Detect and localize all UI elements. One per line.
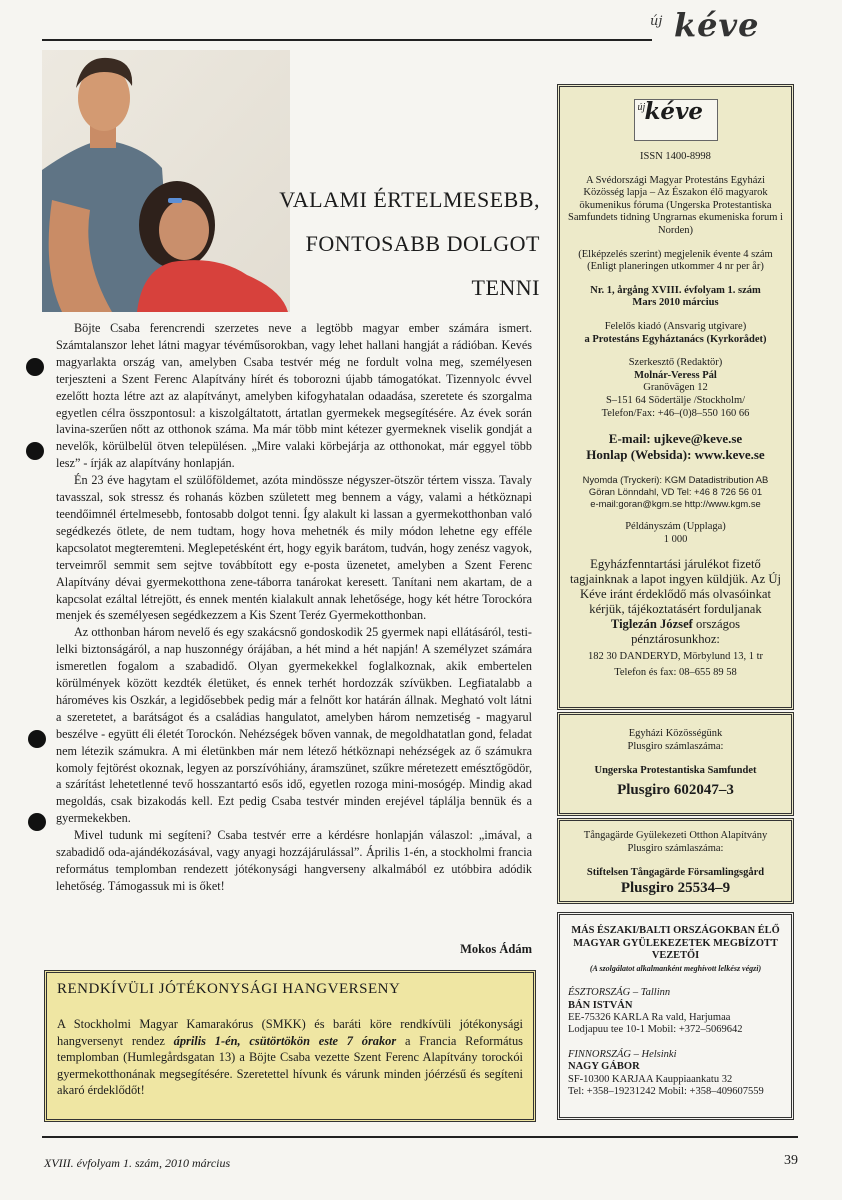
treasurer-phone: Telefon és fax: 08–655 89 58 bbox=[614, 666, 737, 678]
treasurer-address: 182 30 DANDERYD, Mörbylund 13, 1 tr bbox=[588, 651, 763, 663]
contact-info bbox=[568, 431, 783, 463]
footer-rule bbox=[42, 1136, 798, 1138]
bank-account-box bbox=[557, 712, 794, 816]
editor-city: S–151 64 Södertälje /Stockholm/ bbox=[605, 394, 746, 406]
editor-street: Granövägen 12 bbox=[643, 382, 708, 394]
bank-organization: Stiftelsen Tångagärde Församlingsgård bbox=[586, 867, 765, 878]
free-copy-notice bbox=[568, 557, 783, 647]
circulation-info bbox=[568, 521, 783, 546]
leader-country: FINNORSZÁG – Helsinki bbox=[568, 1048, 677, 1060]
leader-phone: Tel: +358–19231242 Mobil: +358–409607559 bbox=[568, 1086, 764, 1098]
bank-line: Plusgiro számlaszáma: bbox=[627, 843, 724, 854]
article-paragraph: Mivel tudunk mi segíteni? Csaba testvér erre a kérdésre honlapján válaszol: „imával, a szabadidő oda-ajándékozásával, vagy anyagi hozzájárulással”. Április 1-én, a stockholmi francia református templomban rendezett jótékonysági hangverseny alkalmából ez utóbbira adódik lehetőség. Támogassuk mi is őket! bbox=[56, 828, 532, 893]
email-address[interactable]: E-mail: ujkeve@keve.se bbox=[608, 431, 743, 447]
punch-hole bbox=[26, 358, 44, 376]
punch-hole bbox=[28, 813, 46, 831]
page-number: 39 bbox=[784, 1153, 798, 1168]
masthead-name: kéve bbox=[674, 6, 760, 44]
leader-phone: Lodjapuu tee 10-1 Mobil: +372–5069642 bbox=[568, 1024, 743, 1036]
plusgiro-number: Plusgiro 25534–9 bbox=[620, 880, 731, 896]
issue-number: Nr. 1, årgång XVIII. évfolyam 1. szám bbox=[590, 284, 761, 296]
printer-line: Göran Lönndahl, VD Tel: +46 8 726 56 01 bbox=[588, 486, 763, 498]
leaders-heading: MÁS ÉSZAKI/BALTI ORSZÁGOKBAN ÉLŐ MAGYAR GYÜLEKEZETEK MEGBÍZOTT VEZETŐI bbox=[571, 925, 780, 962]
publisher-info bbox=[568, 321, 783, 346]
punch-hole bbox=[26, 442, 44, 460]
publisher-name: a Protestáns Egyháztanács (Kyrkorådet) bbox=[584, 333, 767, 345]
leader-name: NAGY GÁBOR bbox=[568, 1061, 640, 1073]
masthead-uj: új bbox=[650, 14, 663, 29]
treasurer-role: országos pénztárosunkhoz: bbox=[631, 617, 741, 647]
concert-announcement bbox=[44, 970, 536, 1122]
editor-name: Molnár-Veress Pál bbox=[634, 369, 717, 381]
concert-text bbox=[57, 1016, 523, 1099]
printer-line: Nyomda (Tryckeri): KGM Datadistribution AB bbox=[582, 474, 769, 486]
bank-line: Plusgiro számlaszáma: bbox=[627, 741, 724, 752]
article-headline bbox=[200, 178, 540, 310]
plusgiro-number: Plusgiro 602047–3 bbox=[617, 782, 734, 798]
printer-info bbox=[568, 474, 783, 510]
punch-hole bbox=[28, 730, 46, 748]
impressum-logo bbox=[634, 99, 718, 141]
article-paragraph: Én 23 éve hagytam el szülőföldemet, azóta mindössze négyszer-ötször tértem vissza. Tavaly tavasszal, sok stressz és rohanás közben született meg bennem a vágy, valami a hétköznapi teendőimnél értelmesebb, fontosabb dolgot tenni. Így alakult ki lassan a gyermekotthonban való segédkezés ötlete, de nem tudtam, hogy hova mehetnék és mily módon lehetne egy efféle kapcsolatot megteremteni. Meglepetésként ért, hogy egyik barátom, tudván, hogy zenész vagyok, terveimről semmit sem sejtve továbbított egy e-posta üzenetet, amelyben a Szent Ferenc Alapítvány dévai gyermekotthona zene-táborra tanárokat keresett. Tanítani nem akartam, de a kapcsolat ezáltal létrejött, és ennek mentén kialakult annak lehetősége, hogy két hétre Torockóra menjek és személyesen segédkezzem a Kis Szent Teréz Gyermekotthonban. bbox=[56, 473, 532, 623]
leader-country: ÉSZTORSZÁG – Tallinn bbox=[568, 987, 671, 999]
foundation-account-box bbox=[557, 818, 794, 904]
concert-date-time: április 1-én, csütörtökön este 7 órakor bbox=[173, 1033, 397, 1048]
bank-organization: Ungerska Protestantiska Samfundet bbox=[594, 765, 757, 776]
printer-line: e-mail:goran@kgm.se http://www.kgm.se bbox=[590, 498, 761, 510]
bank-line: Egyházi Közösségünk bbox=[628, 728, 723, 739]
congregation-leaders-box bbox=[557, 912, 794, 1120]
headline-line: FONTOSABB DOLGOT bbox=[305, 231, 540, 256]
circulation-label: Példányszám (Upplaga) bbox=[625, 521, 726, 533]
header-rule bbox=[42, 39, 652, 41]
publisher-label: Felelős kiadó (Ansvarig utgivare) bbox=[604, 320, 747, 332]
leader-name: BÁN ISTVÁN bbox=[568, 999, 633, 1011]
concert-text-after: a Francia Református templomban (Humlegårdsgatan 13) a Böjte Csaba vezette Szent Ferenc Alapítvány torockói gyermekotthonának megsegítésére. Szeretettel hívunk és várunk minden jóérzésű és segíteni akaró érdeklődőt! bbox=[57, 1033, 523, 1098]
editor-phone: Telefon/Fax: +46–(0)8–550 160 66 bbox=[601, 407, 750, 419]
leader-address: EE-75326 KARLA Ra vald, Harjumaa bbox=[568, 1012, 731, 1023]
article-paragraph: Az otthonban három nevelő és egy szakácsnő gondoskodik 25 gyermek napi ellátásáról, testi-lelki biztonságáról, a nap huszonnégy órájában, a hét mind a hét napján! A személyzet számára ismeretlen fogalom a szabadidő. Olyan gyermekekkel foglalkoznak, akik embertelen körülmények között kezdték életüket, és ennek terhét hordozzák szívükben. Legfiatalabb a hároméves kis Oszkár, a legidősebbek pedig már a felnőtt kor határán állnak. Megható volt látni a szeretetet, a barátságot és a családias hangulatot, amelyben három nemzetiség - magyarul beszélve - együtt éli életét Torockón. Nehézségek bőven vannak, de megoldhatatlan gond, feladat nem létezik számukra. A mi életünkben már nem létező hétköznapi nehézségek az ő számukra komoly fejtörést okoznak, legyen az porszívóhiány, áramszünet, szűkre méretezett emésztőgödör, a szárítást lehetetlenné tevő hosszantartó esős idő, egyetlen rozoga mini-mosógép. Mindig akad megoldás, csak bizakodás kell. Ezt pedig Csaba testvér minden erejével táplálja bennük és a gyermekekben. bbox=[56, 625, 532, 826]
impressum-box bbox=[557, 84, 794, 710]
bank-line: Tångagärde Gyülekezeti Otthon Alapítvány bbox=[583, 830, 768, 841]
concert-title: RENDKÍVÜLI JÓTÉKONYSÁGI HANGVERSENY bbox=[57, 981, 401, 997]
free-copy-text: Egyházfenntartási járulékot fizető tagjainknak a lapot ingyen küldjük. Az Új Kéve iránt érdeklődő más olvasóinkat kérjük, tájékoztatásért forduljanak bbox=[570, 557, 781, 617]
treasurer-name: Tiglezán József bbox=[610, 617, 693, 632]
article-paragraph: Böjte Csaba ferencrendi szerzetes neve a legtöbb magyar ember számára ismert. Számtalanszor lehet látni magyar tévéműsorokban, vagy lehet hallani hangját a rádióban. Kevés magyarlakta ország van, amelyben Csaba testvér még ne fordult volna meg, személyesen terjeszteni a Szent Ferenc Alapítvány hírét és toborozni újabb támogatókat. Tizennyolc évvel ezelőtt hozta létre azt az alapítványt, amelyben kifogyhatalan odaadása, szeretete és szorgalma egyetlen célra összpontosul: a kiszolgáltatott, ártatlan gyermekek megsegítésére. Az évek során lavina-szerűen nőtt az otthonok száma. Ma már több mint kétezer gyermeknek viselik gondját a nevelők, körülbelül ötven településen. „Mire valaki körbejárja az otthonokat, már eggyel több lesz” - írják az alapítvány honlapján. bbox=[56, 321, 532, 471]
publication-description: A Svédországi Magyar Protestáns Egyházi Közösség lapja – Az Északon élő magyarok ökumenikus fóruma (Ungerska Protestantiska Samfundets tidning Ungrarnas ekumeniska forum i Norden) bbox=[568, 174, 783, 236]
circulation-value: 1 000 bbox=[663, 533, 688, 545]
impressum-logo-name: kéve bbox=[644, 98, 704, 125]
article-body bbox=[56, 320, 532, 895]
masthead-logo bbox=[650, 6, 810, 50]
footer-issue: XVIII. évfolyam 1. szám, 2010 március bbox=[44, 1156, 231, 1170]
leader-address: SF-10300 KARJAA Kauppiaankatu 32 bbox=[568, 1073, 733, 1085]
article-author: Mokos Ádám bbox=[460, 942, 532, 956]
website-address[interactable]: Honlap (Websida): www.keve.se bbox=[586, 447, 765, 463]
concert-text-before: A Stockholmi Magyar Kamarakórus (SMKK) és baráti köre rendkívüli jótékonysági hangversenyt rendez bbox=[57, 1017, 523, 1048]
editor-info bbox=[568, 357, 783, 420]
issue-info bbox=[568, 285, 783, 310]
publication-frequency: (Elképzelés szerint) megjelenik évente 4 szám (Enligt planeringen utkommer 4 nr per år) bbox=[578, 248, 773, 273]
headline-line: VALAMI ÉRTELMESEBB, bbox=[279, 187, 540, 212]
issn: ISSN 1400-8998 bbox=[640, 151, 711, 162]
leaders-note: (A szolgálatot alkalmanként meghívott lelkész végzi) bbox=[589, 963, 762, 973]
issue-date: Mars 2010 március bbox=[632, 297, 719, 309]
impressum-logo-uj: új bbox=[637, 102, 646, 113]
headline-line: TENNI bbox=[471, 275, 540, 300]
editor-label: Szerkesztő (Redaktör) bbox=[628, 357, 723, 369]
